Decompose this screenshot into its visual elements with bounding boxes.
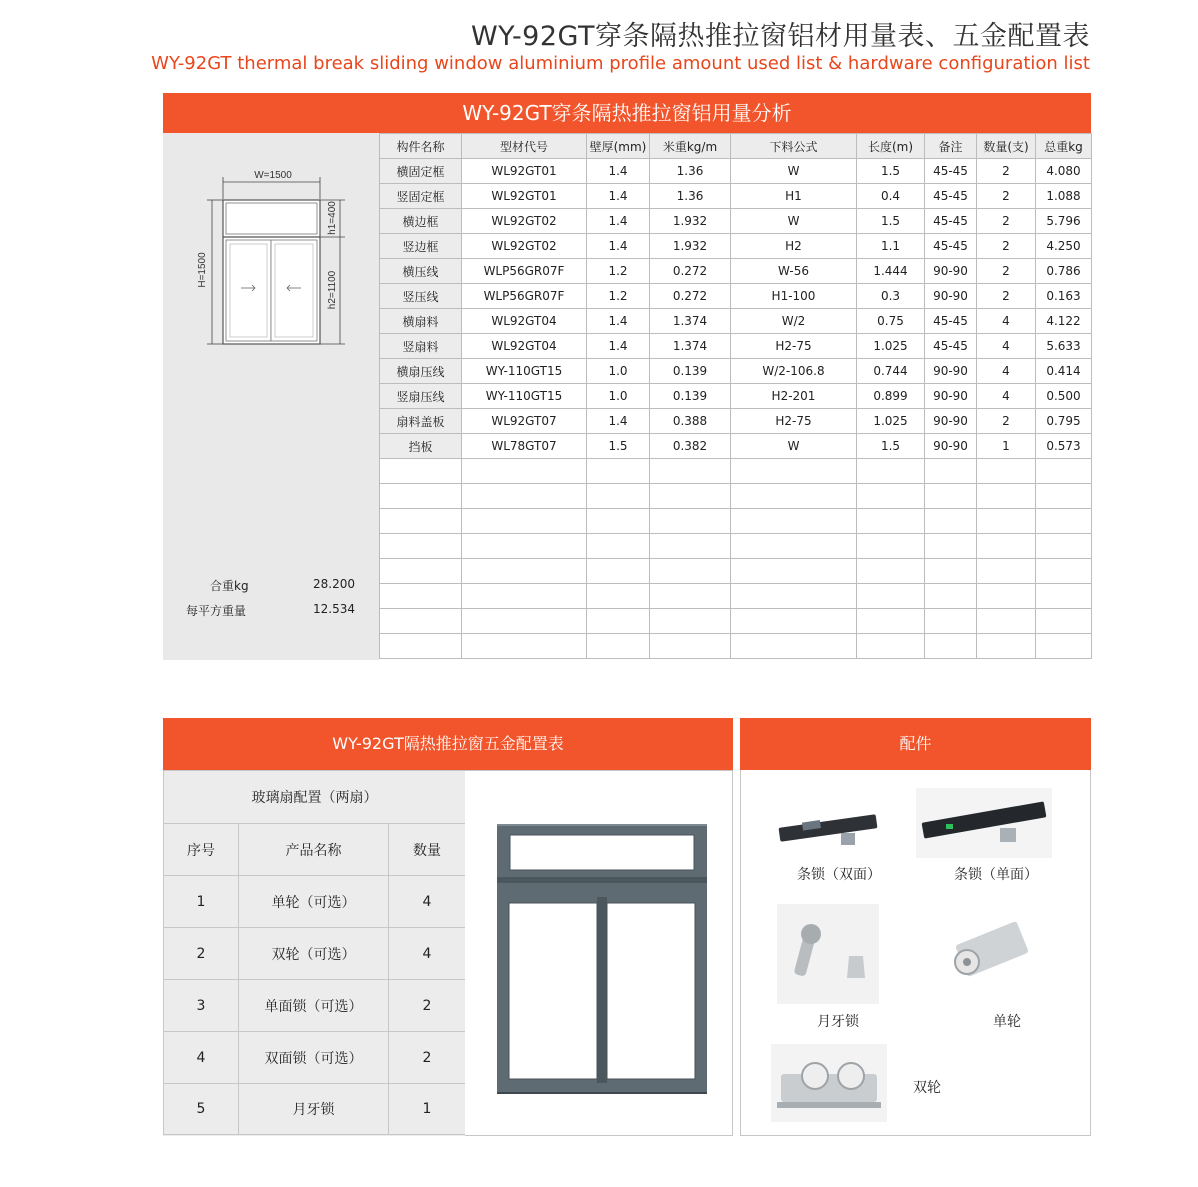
table-cell: WLP56GR07F: [462, 259, 587, 284]
empty-cell: [925, 484, 977, 509]
empty-cell: [925, 459, 977, 484]
table-cell: 竖压线: [380, 284, 462, 309]
empty-cell: [380, 534, 462, 559]
table-cell: 2: [977, 409, 1036, 434]
table-cell: 0.795: [1036, 409, 1092, 434]
table-cell: 1.2: [587, 259, 650, 284]
empty-cell: [731, 509, 857, 534]
empty-cell: [650, 509, 731, 534]
empty-cell: [857, 559, 925, 584]
empty-cell: [650, 584, 731, 609]
table-cell: 1.444: [857, 259, 925, 284]
table-cell: 2: [977, 259, 1036, 284]
table-cell: WL92GT04: [462, 334, 587, 359]
empty-cell: [462, 559, 587, 584]
empty-cell: [650, 459, 731, 484]
column-header: 长度(m): [857, 134, 925, 159]
table-cell: 1.4: [587, 334, 650, 359]
empty-cell: [731, 584, 857, 609]
hardware-cell: 3: [164, 980, 239, 1032]
column-header: 构件名称: [380, 134, 462, 159]
table-cell: 挡板: [380, 434, 462, 459]
table-row: [380, 434, 1092, 459]
hardware-cell: 月牙锁: [239, 1084, 389, 1135]
empty-cell: [380, 584, 462, 609]
empty-cell: [857, 609, 925, 634]
empty-cell: [977, 584, 1036, 609]
left-sash: [226, 240, 271, 341]
empty-cell: [380, 609, 462, 634]
accessory-label: 双轮: [913, 1080, 941, 1096]
hardware-table-header: [164, 824, 466, 876]
profile-table-header: [380, 134, 1092, 159]
table-cell: 0.388: [650, 409, 731, 434]
table-cell: 4: [977, 359, 1036, 384]
column-header: 数量: [389, 824, 466, 876]
empty-cell: [925, 509, 977, 534]
table-cell: 0.3: [857, 284, 925, 309]
empty-cell: [462, 459, 587, 484]
table-cell: 4.122: [1036, 309, 1092, 334]
table-cell: 1.4: [587, 234, 650, 259]
table-cell: 4: [977, 384, 1036, 409]
table-cell: 竖扇料: [380, 334, 462, 359]
empty-cell: [977, 509, 1036, 534]
table-cell: H2: [731, 234, 857, 259]
empty-cell: [977, 534, 1036, 559]
empty-cell: [731, 534, 857, 559]
table-cell: 90-90: [925, 259, 977, 284]
table-cell: 0.139: [650, 384, 731, 409]
table-row: [380, 184, 1092, 209]
column-header: 型材代号: [462, 134, 587, 159]
crescent-lock-image: [777, 904, 879, 1004]
table-cell: 2: [977, 284, 1036, 309]
table-cell: 横压线: [380, 259, 462, 284]
h2-dimension-label: h2=1100: [327, 270, 338, 310]
interlock-mullion: [597, 897, 607, 1083]
hardware-cell: 5: [164, 1084, 239, 1135]
table-cell: W: [731, 159, 857, 184]
empty-cell: [731, 634, 857, 659]
table-cell: 45-45: [925, 209, 977, 234]
double-roller-image: [771, 1044, 887, 1122]
table-cell: 0.382: [650, 434, 731, 459]
table-cell: 2: [977, 209, 1036, 234]
table-cell: WLP56GR07F: [462, 284, 587, 309]
table-cell: H1: [731, 184, 857, 209]
table-cell: W: [731, 209, 857, 234]
empty-cell: [857, 634, 925, 659]
empty-cell: [380, 509, 462, 534]
table-cell: 0.744: [857, 359, 925, 384]
empty-cell: [380, 559, 462, 584]
page-title: WY-92GT穿条隔热推拉窗铝材用量表、五金配置表: [470, 21, 1090, 52]
empty-cell: [587, 534, 650, 559]
accessories-panel: [740, 770, 1091, 1136]
table-cell: 竖固定框: [380, 184, 462, 209]
table-row: [380, 309, 1092, 334]
table-cell: H1-100: [731, 284, 857, 309]
strip-lock-single-image: [916, 788, 1052, 858]
empty-cell: [1036, 534, 1092, 559]
hardware-cell: 2: [389, 980, 466, 1032]
empty-cell: [1036, 484, 1092, 509]
table-row: [380, 284, 1092, 309]
table-cell: W-56: [731, 259, 857, 284]
empty-cell: [977, 634, 1036, 659]
empty-cell: [587, 609, 650, 634]
table-cell: 1.4: [587, 209, 650, 234]
empty-cell: [462, 484, 587, 509]
empty-cell: [650, 484, 731, 509]
table-cell: 1.5: [857, 434, 925, 459]
table-cell: 0.163: [1036, 284, 1092, 309]
empty-cell: [925, 634, 977, 659]
hardware-cell: 2: [164, 928, 239, 980]
table-cell: 45-45: [925, 334, 977, 359]
hardware-row: [164, 1084, 466, 1135]
table-cell: 1.2: [587, 284, 650, 309]
table-cell: 1.4: [587, 184, 650, 209]
width-dimension-label: W=1500: [254, 170, 292, 181]
table-cell: 1.088: [1036, 184, 1092, 209]
left-sash-glass: [509, 903, 597, 1079]
column-header: 米重kg/m: [650, 134, 731, 159]
table-cell: W/2: [731, 309, 857, 334]
table-cell: 1.025: [857, 409, 925, 434]
empty-cell: [650, 634, 731, 659]
table-cell: 4: [977, 334, 1036, 359]
table-cell: 0.573: [1036, 434, 1092, 459]
empty-cell: [1036, 609, 1092, 634]
empty-cell: [1036, 634, 1092, 659]
empty-cell: [1036, 584, 1092, 609]
total-weight-value: 28.200: [313, 577, 355, 591]
table-cell: 竖边框: [380, 234, 462, 259]
empty-cell: [977, 484, 1036, 509]
table-cell: 45-45: [925, 184, 977, 209]
hardware-cell: 双轮（可选）: [239, 928, 389, 980]
table-cell: 1.36: [650, 159, 731, 184]
empty-cell: [380, 459, 462, 484]
accessories-section-banner: 配件: [740, 718, 1091, 770]
table-cell: 2: [977, 159, 1036, 184]
empty-table-row: [380, 609, 1092, 634]
empty-cell: [380, 634, 462, 659]
table-cell: 2: [977, 234, 1036, 259]
table-cell: 1.0: [587, 384, 650, 409]
empty-cell: [587, 634, 650, 659]
table-cell: H2-201: [731, 384, 857, 409]
table-cell: 0.75: [857, 309, 925, 334]
table-cell: 1.0: [587, 359, 650, 384]
config-title: 玻璃扇配置（两扇）: [164, 771, 466, 824]
table-cell: 45-45: [925, 159, 977, 184]
table-cell: 90-90: [925, 359, 977, 384]
empty-table-row: [380, 559, 1092, 584]
table-cell: W/2-106.8: [731, 359, 857, 384]
table-cell: H2-75: [731, 409, 857, 434]
table-row: [380, 384, 1092, 409]
column-header: 序号: [164, 824, 239, 876]
profile-usage-table: [379, 133, 1092, 659]
empty-table-row: [380, 534, 1092, 559]
empty-cell: [925, 609, 977, 634]
weight-per-sqm-value: 12.534: [313, 602, 355, 616]
hardware-section-banner: WY-92GT隔热推拉窗五金配置表: [163, 718, 733, 770]
empty-cell: [925, 584, 977, 609]
table-cell: 1.5: [857, 159, 925, 184]
hardware-config-table: [163, 770, 466, 1135]
table-cell: 2: [977, 184, 1036, 209]
empty-cell: [650, 609, 731, 634]
hardware-cell: 1: [389, 1084, 466, 1135]
hardware-row: [164, 980, 466, 1032]
table-cell: 1.5: [857, 209, 925, 234]
empty-table-row: [380, 459, 1092, 484]
empty-cell: [1036, 559, 1092, 584]
table-cell: 1.932: [650, 209, 731, 234]
table-cell: 1.374: [650, 334, 731, 359]
empty-cell: [462, 584, 587, 609]
table-cell: 1.932: [650, 234, 731, 259]
hardware-cell: 单面锁（可选）: [239, 980, 389, 1032]
empty-cell: [731, 484, 857, 509]
empty-cell: [925, 559, 977, 584]
empty-cell: [462, 534, 587, 559]
weight-per-sqm-label: 每平方重量: [186, 604, 247, 618]
transom-glass: [510, 835, 694, 870]
empty-cell: [857, 484, 925, 509]
table-cell: 横边框: [380, 209, 462, 234]
table-cell: 0.272: [650, 259, 731, 284]
table-cell: 1.36: [650, 184, 731, 209]
hardware-row: [164, 876, 466, 928]
table-row: [380, 409, 1092, 434]
table-cell: 0.414: [1036, 359, 1092, 384]
empty-cell: [731, 609, 857, 634]
table-cell: 0.272: [650, 284, 731, 309]
page-subtitle: WY-92GT thermal break sliding window aluminium profile amount used list & hardware configuration list: [151, 53, 1090, 74]
sliding-window-image: [465, 771, 733, 1137]
empty-cell: [587, 559, 650, 584]
empty-cell: [462, 634, 587, 659]
table-cell: 0.899: [857, 384, 925, 409]
hardware-cell: 4: [389, 928, 466, 980]
empty-cell: [977, 459, 1036, 484]
table-cell: 1.4: [587, 159, 650, 184]
hardware-cell: 4: [164, 1032, 239, 1084]
table-cell: 4.080: [1036, 159, 1092, 184]
profile-section-banner: WY-92GT穿条隔热推拉窗铝用量分析: [163, 93, 1091, 133]
empty-cell: [1036, 459, 1092, 484]
hardware-row: [164, 1032, 466, 1084]
transom-pane: [226, 203, 317, 234]
table-row: [380, 359, 1092, 384]
table-cell: 5.796: [1036, 209, 1092, 234]
table-cell: WL92GT04: [462, 309, 587, 334]
table-cell: 1.5: [587, 434, 650, 459]
column-header: 产品名称: [239, 824, 389, 876]
table-cell: 0.4: [857, 184, 925, 209]
table-cell: 1.4: [587, 409, 650, 434]
window-product-image-panel: [465, 770, 733, 1136]
empty-cell: [731, 559, 857, 584]
empty-table-row: [380, 509, 1092, 534]
table-cell: H2-75: [731, 334, 857, 359]
empty-cell: [925, 534, 977, 559]
table-cell: WY-110GT15: [462, 359, 587, 384]
column-header: 备注: [925, 134, 977, 159]
table-row: [380, 259, 1092, 284]
empty-cell: [857, 534, 925, 559]
empty-table-row: [380, 484, 1092, 509]
hardware-config-panel: [163, 770, 465, 1136]
table-cell: 0.500: [1036, 384, 1092, 409]
empty-cell: [587, 509, 650, 534]
accessory-label: 月牙锁: [817, 1014, 859, 1030]
empty-cell: [857, 509, 925, 534]
table-cell: WY-110GT15: [462, 384, 587, 409]
table-cell: 90-90: [925, 434, 977, 459]
table-row: [380, 209, 1092, 234]
empty-cell: [380, 484, 462, 509]
empty-cell: [462, 609, 587, 634]
empty-cell: [587, 459, 650, 484]
table-cell: 1: [977, 434, 1036, 459]
total-weight-label: 合重kg: [210, 579, 249, 593]
table-cell: 45-45: [925, 234, 977, 259]
hardware-cell: 双面锁（可选）: [239, 1032, 389, 1084]
table-cell: WL92GT01: [462, 184, 587, 209]
table-row: [380, 159, 1092, 184]
column-header: 壁厚(mm): [587, 134, 650, 159]
single-roller-image: [919, 910, 1061, 1000]
table-cell: 5.633: [1036, 334, 1092, 359]
table-cell: WL92GT02: [462, 209, 587, 234]
empty-cell: [857, 584, 925, 609]
window-dimension-drawing-panel: [163, 133, 379, 660]
table-row: [380, 334, 1092, 359]
empty-cell: [857, 459, 925, 484]
table-cell: 扇料盖板: [380, 409, 462, 434]
table-row: [380, 234, 1092, 259]
empty-cell: [731, 459, 857, 484]
table-cell: 0.786: [1036, 259, 1092, 284]
empty-cell: [650, 559, 731, 584]
table-cell: 横扇料: [380, 309, 462, 334]
table-cell: 1.025: [857, 334, 925, 359]
table-cell: 45-45: [925, 309, 977, 334]
hardware-cell: 4: [389, 876, 466, 928]
column-header: 数量(支): [977, 134, 1036, 159]
table-cell: 竖扇压线: [380, 384, 462, 409]
table-cell: 4.250: [1036, 234, 1092, 259]
table-cell: WL92GT01: [462, 159, 587, 184]
table-cell: WL92GT02: [462, 234, 587, 259]
table-cell: 90-90: [925, 284, 977, 309]
table-cell: 横固定框: [380, 159, 462, 184]
empty-cell: [977, 559, 1036, 584]
hardware-row: [164, 928, 466, 980]
right-sash-glass: [607, 903, 695, 1079]
table-cell: 4: [977, 309, 1036, 334]
empty-cell: [1036, 509, 1092, 534]
hardware-cell: 2: [389, 1032, 466, 1084]
empty-cell: [587, 484, 650, 509]
table-cell: 90-90: [925, 409, 977, 434]
table-cell: WL78GT07: [462, 434, 587, 459]
table-cell: 横扇压线: [380, 359, 462, 384]
table-cell: 90-90: [925, 384, 977, 409]
table-cell: 0.139: [650, 359, 731, 384]
right-sash: [271, 240, 317, 341]
empty-table-row: [380, 584, 1092, 609]
strip-lock-double-image: [773, 795, 883, 855]
table-cell: 1.374: [650, 309, 731, 334]
empty-cell: [587, 584, 650, 609]
table-cell: W: [731, 434, 857, 459]
h1-dimension-label: h1=400: [327, 201, 338, 235]
empty-cell: [977, 609, 1036, 634]
table-cell: 1.1: [857, 234, 925, 259]
table-cell: 1.4: [587, 309, 650, 334]
empty-cell: [462, 509, 587, 534]
accessory-label: 条锁（双面）: [797, 867, 881, 883]
empty-table-row: [380, 634, 1092, 659]
column-header: 下料公式: [731, 134, 857, 159]
empty-cell: [650, 534, 731, 559]
height-dimension-label: H=1500: [197, 252, 208, 288]
table-cell: WL92GT07: [462, 409, 587, 434]
hardware-cell: 单轮（可选）: [239, 876, 389, 928]
column-header: 总重kg: [1036, 134, 1092, 159]
accessory-label: 条锁（单面）: [954, 867, 1038, 883]
accessory-label: 单轮: [993, 1014, 1021, 1030]
hardware-cell: 1: [164, 876, 239, 928]
